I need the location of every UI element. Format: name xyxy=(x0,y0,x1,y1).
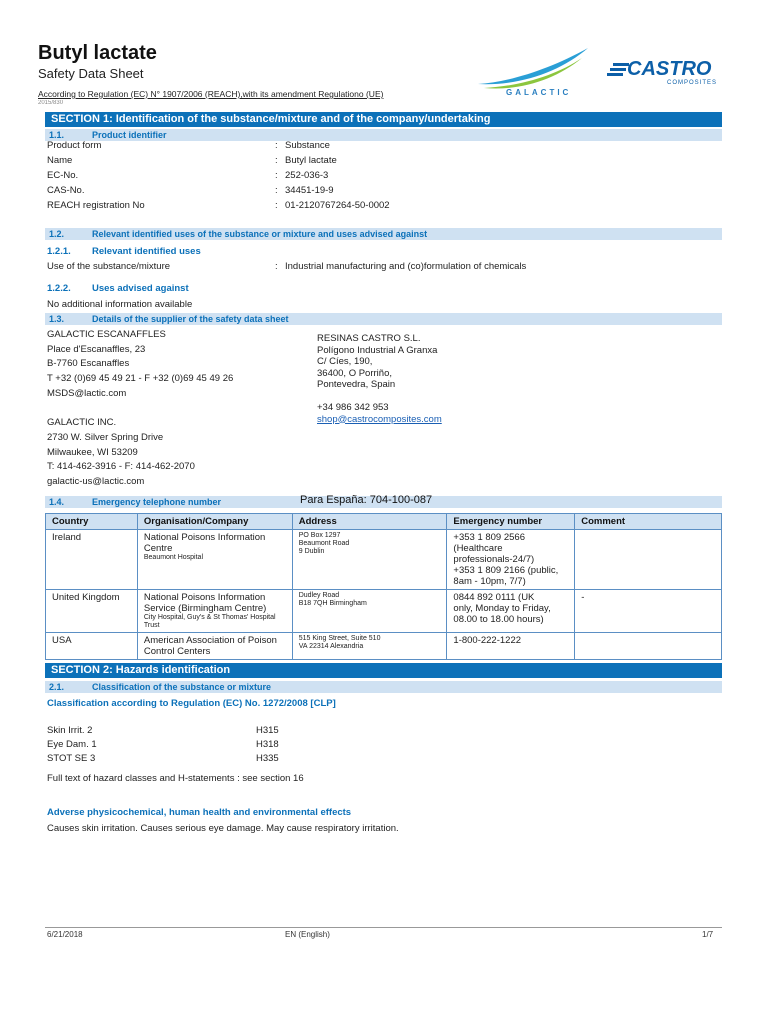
organisation-name: National Poisons Information Centre xyxy=(143,532,266,554)
table-header-cell: Emergency number xyxy=(447,514,575,530)
emergency-line: 08.00 to 18.00 hours) xyxy=(453,614,544,625)
identifier-key: REACH registration No xyxy=(47,200,145,211)
comment-cell xyxy=(575,633,722,660)
organisation-name: American Association of Poison Control Centers xyxy=(143,635,277,657)
address-line: B18 7QH Birmingham xyxy=(298,600,367,607)
supplier-spacer xyxy=(317,391,442,403)
subsection-number: 2.1. xyxy=(49,682,65,692)
subsection-label: Relevant identified uses of the substance or mixture and uses advised against xyxy=(92,229,428,239)
supplier-line: GALACTIC ESCANAFFLES xyxy=(47,329,166,340)
subsection-label: Product identifier xyxy=(92,130,167,140)
footer-divider xyxy=(45,927,722,928)
supplier-line: GALACTIC INC. xyxy=(47,417,117,429)
table-row xyxy=(46,530,722,590)
subsection-2-1 xyxy=(45,681,722,693)
supplier-line: Polígono Industrial A Granxa xyxy=(317,344,438,356)
country-cell: United Kingdom xyxy=(46,590,138,633)
subsection-number: 1.4. xyxy=(49,497,65,507)
galactic-logo-text: GALACTIC xyxy=(506,88,572,97)
footer-language: EN (English) xyxy=(285,930,330,939)
address-cell xyxy=(292,633,447,660)
supplier-line: Place d'Escanaffles, 23 xyxy=(47,343,146,355)
address-line: Dudley Road xyxy=(298,592,340,599)
adverse-effects-heading: Adverse physicochemical, human health and environmental effects xyxy=(47,807,352,818)
identifier-value: Butyl lactate xyxy=(285,155,337,166)
subsection-1-2-2 xyxy=(47,283,189,294)
hazard-code: H315 xyxy=(256,725,279,736)
address-cell xyxy=(292,590,447,633)
organisation-subname: Beaumont Hospital xyxy=(143,554,204,561)
table-header-cell: Country xyxy=(46,514,138,530)
emergency-line: +353 1 809 2566 xyxy=(453,532,525,543)
subsection-label: Relevant identified uses xyxy=(92,246,201,257)
identifier-value: 34451-19-9 xyxy=(285,185,334,196)
address-line: Beaumont Road xyxy=(298,540,350,547)
table-header-cell: Comment xyxy=(575,514,722,530)
castro-logo-text: CASTRO xyxy=(627,58,712,80)
emergency-number-cell xyxy=(447,633,575,660)
hazard-class: Skin Irrit. 2 xyxy=(47,725,93,736)
table-header-row xyxy=(46,514,722,530)
use-key: Use of the substance/mixture xyxy=(47,261,171,272)
emergency-line: only, Monday to Friday, xyxy=(453,603,551,614)
identifier-key: Name xyxy=(47,155,73,166)
supplier-line: T +32 (0)69 45 49 21 - F +32 (0)69 45 49 26 xyxy=(47,373,234,385)
supplier-email[interactable]: MSDS@lactic.com xyxy=(47,387,127,399)
emergency-line: professionals-24/7) xyxy=(453,554,535,565)
address-cell xyxy=(292,530,447,590)
subsection-1-3 xyxy=(45,313,722,325)
supplier-line: B-7760 Escanaffles xyxy=(47,358,130,370)
uses-advised-against-text: No additional information available xyxy=(47,299,193,310)
supplier-line: C/ Cíes, 190, xyxy=(317,356,373,367)
supplier-line: Milwaukee, WI 53209 xyxy=(47,446,138,458)
document-subtitle: Safety Data Sheet xyxy=(38,66,144,81)
comment-cell: - xyxy=(575,590,722,633)
subsection-label: Emergency telephone number xyxy=(92,497,222,507)
supplier-spacer xyxy=(47,402,233,417)
identifier-key: Product form xyxy=(47,140,102,151)
regulation-line: According to Regulation (EC) N° 1907/2006 (REACH),with its amendment Regulationo (UE) xyxy=(38,89,384,99)
subsection-number: 1.2.2. xyxy=(47,283,71,294)
document-title: Butyl lactate xyxy=(38,42,157,64)
table-row xyxy=(46,590,722,633)
supplier-line: Pontevedra, Spain xyxy=(317,379,396,390)
emergency-line: (Healthcare xyxy=(453,543,503,554)
address-line: VA 22314 Alexandria xyxy=(298,643,364,650)
emergency-number-cell xyxy=(447,530,575,590)
table-header-cell: Organisation/Company xyxy=(137,514,292,530)
identifier-key: CAS-No. xyxy=(47,185,85,196)
supplier-castro xyxy=(317,333,442,425)
subsection-number: 1.2.1. xyxy=(47,246,71,257)
supplier-phone: +34 986 342 953 xyxy=(317,402,389,413)
castro-email-link[interactable]: shop@castrocomposites.com xyxy=(317,413,442,425)
footer-page-number: 1/7 xyxy=(702,930,714,939)
subsection-number: 1.2. xyxy=(49,229,65,239)
emergency-line: 1-800-222-1222 xyxy=(453,635,522,646)
identifier-colon: : xyxy=(275,140,278,151)
subsection-1-1 xyxy=(45,129,722,141)
galactic-logo xyxy=(470,44,595,100)
regulation-line-cont: 2015/830 xyxy=(38,100,64,104)
identifier-value: 01-2120767264-50-0002 xyxy=(285,200,390,211)
spain-emergency-phone: Para España: 704-100-087 xyxy=(300,494,433,506)
footer-date: 6/21/2018 xyxy=(47,930,83,939)
table-header-cell: Address xyxy=(292,514,447,530)
country-cell: Ireland xyxy=(46,530,138,590)
emergency-line: 0844 892 0111 (UK xyxy=(453,592,535,603)
organisation-subname: City Hospital, Guy's & St Thomas' Hospital Trust xyxy=(143,614,276,629)
emergency-number-cell xyxy=(447,590,575,633)
emergency-line: 8am - 10pm, 7/7) xyxy=(453,576,526,587)
hazard-class: STOT SE 3 xyxy=(47,753,96,764)
identifier-value: 252-036-3 xyxy=(285,170,329,181)
emergency-table xyxy=(45,513,722,660)
organisation-cell xyxy=(137,590,292,633)
hazard-code: H335 xyxy=(256,753,279,764)
subsection-number: 1.1. xyxy=(49,130,65,140)
identifier-colon: : xyxy=(275,200,278,211)
organisation-name: National Poisons Information Service (Birmingham Centre) xyxy=(143,592,267,614)
address-line: 9 Dublin xyxy=(298,548,325,555)
castro-logo xyxy=(607,60,727,90)
supplier-line: T: 414-462-3916 - F: 414-462-2070 xyxy=(47,461,195,473)
country-cell: USA xyxy=(46,633,138,660)
identifier-colon: : xyxy=(275,170,278,181)
subsection-label: Classification of the substance or mixture xyxy=(92,682,272,692)
subsection-number: 1.3. xyxy=(49,314,65,324)
hazard-code: H318 xyxy=(256,739,279,750)
identifier-value: Substance xyxy=(285,140,330,151)
organisation-cell xyxy=(137,633,292,660)
section2-header: SECTION 2: Hazards identification xyxy=(45,663,722,678)
comment-cell xyxy=(575,530,722,590)
organisation-cell xyxy=(137,530,292,590)
table-row xyxy=(46,633,722,660)
castro-stripes-icon xyxy=(607,62,629,78)
identifier-colon: : xyxy=(275,185,278,196)
subsection-1-2 xyxy=(45,228,722,240)
identifier-key: EC-No. xyxy=(47,170,79,181)
hazard-class: Eye Dam. 1 xyxy=(47,739,97,750)
hazard-full-text-note: Full text of hazard classes and H-statements : see section 16 xyxy=(47,773,304,784)
subsection-1-2-1 xyxy=(47,246,201,257)
use-value: Industrial manufacturing and (co)formulation of chemicals xyxy=(285,261,527,272)
address-line: PO Box 1297 xyxy=(298,532,341,539)
identifier-colon: : xyxy=(275,155,278,166)
use-colon: : xyxy=(275,261,278,272)
adverse-effects-text: Causes skin irritation. Causes serious eye damage. May cause respiratory irritation. xyxy=(47,823,399,834)
emergency-line: +353 1 809 2166 (public, xyxy=(453,565,559,576)
clp-heading: Classification according to Regulation (EC) No. 1272/2008 [CLP] xyxy=(47,698,336,709)
castro-logo-subtext: COMPOSITES xyxy=(667,80,718,86)
address-line: 515 King Street, Suite 510 xyxy=(298,635,381,642)
supplier-line: 36400, O Porriño, xyxy=(317,367,392,379)
subsection-label: Uses advised against xyxy=(92,283,189,294)
section1-header: SECTION 1: Identification of the substance/mixture and of the company/undertaking xyxy=(45,112,722,127)
supplier-galactic xyxy=(47,328,233,490)
subsection-label: Details of the supplier of the safety data sheet xyxy=(92,314,289,324)
supplier-email[interactable]: galactic-us@lactic.com xyxy=(47,476,145,488)
supplier-line: RESINAS CASTRO S.L. xyxy=(317,333,421,344)
supplier-line: 2730 W. Silver Spring Drive xyxy=(47,431,164,443)
